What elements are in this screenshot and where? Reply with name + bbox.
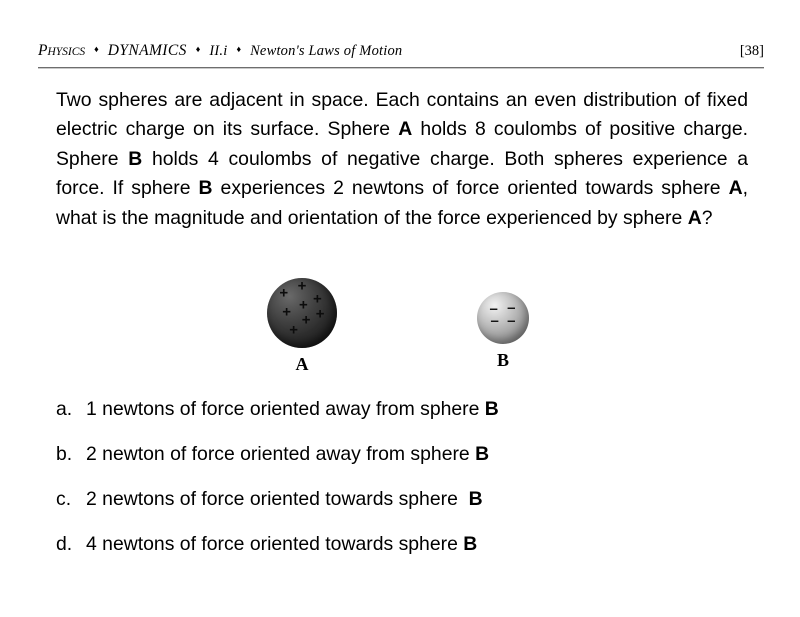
negative-charge-icon: – (490, 312, 499, 330)
figure-label-b: B (496, 350, 509, 370)
question-text-segment: Two spheres are adjacent in space. Each contains an even distribution of fixed electric charge on its surface. Sphere (56, 89, 748, 141)
answer-choice-letter: d. (56, 533, 73, 555)
sphere-a-reference: A (398, 118, 413, 141)
header-subject-first-letter: P (38, 42, 48, 59)
header-rule-divider (38, 67, 764, 69)
answer-choice-letter: b. (56, 443, 73, 465)
answer-choice-body: 1 newtons of force oriented away from sphere (86, 398, 485, 420)
header-section-number: II.i (209, 43, 228, 59)
page-number: [38] (739, 43, 764, 59)
positive-charge-icon: + (315, 305, 325, 323)
sphere-b-reference: B (198, 177, 213, 200)
sphere-b-reference: B (475, 443, 490, 465)
positive-charge-icon: + (279, 284, 289, 302)
sphere-b-reference: B (463, 533, 478, 555)
question-text-segment: ? (701, 206, 713, 229)
sphere-b-reference: B (484, 398, 499, 420)
sphere-a-body (267, 278, 337, 348)
answer-choice-text (86, 486, 483, 512)
positive-charge-icon: + (313, 290, 322, 308)
negative-charge-icon: – (507, 312, 516, 330)
header-subject (38, 42, 85, 60)
question-text-segment: experiences 2 newtons of force oriented towards sphere (212, 177, 729, 200)
question-text-segment: , what is the magnitude and orientation of the force experienced by sphere (56, 177, 748, 229)
positive-charge-icon: + (282, 303, 291, 321)
negative-charge-icon: – (489, 300, 498, 318)
sphere-a-reference: A (687, 206, 702, 229)
negative-charge-icon: – (507, 299, 516, 317)
sphere-b-body (477, 292, 529, 344)
header-separator-diamond-icon: ♦ (236, 44, 242, 54)
positive-charge-icon: + (301, 311, 311, 329)
sphere-b-reference: B (468, 488, 483, 510)
header-subject-rest: HYSICS (47, 46, 86, 58)
positive-charge-icon: + (289, 321, 298, 339)
figure-group (0, 278, 800, 378)
answer-choice-text (86, 396, 499, 422)
question-paragraph (56, 86, 748, 233)
figure-label-a: A (295, 354, 309, 374)
running-header (38, 42, 764, 68)
header-title: Newton's Laws of Motion (250, 43, 403, 59)
question-text-segment: holds 4 coulombs of negative charge. Both spheres experience a force. If sphere (56, 147, 748, 200)
answer-choice[interactable] (56, 531, 716, 576)
answer-choice-body: 2 newtons of force oriented towards sphere (86, 488, 469, 510)
figure-sphere-b (473, 292, 533, 371)
figure-sphere-a (263, 278, 341, 375)
answer-choice[interactable] (56, 396, 716, 441)
answer-choice[interactable] (56, 441, 716, 486)
sphere-b-reference: B (128, 147, 143, 170)
header-separator-diamond-icon: ♦ (195, 44, 201, 54)
answer-choice-body: 2 newton of force oriented away from sphere (86, 443, 476, 465)
positive-charge-icon: + (299, 296, 308, 314)
answer-choice-body: 4 newtons of force oriented towards sphere (86, 533, 464, 555)
positive-charge-icon: + (297, 277, 307, 295)
sphere-a-reference: A (728, 177, 743, 200)
question-text-segment: holds 8 coulombs of positive charge. Sphere (56, 118, 748, 170)
answer-choices-list (56, 396, 716, 576)
answer-choice-letter: c. (56, 488, 72, 510)
answer-choice[interactable] (56, 486, 716, 531)
answer-choice-letter: a. (56, 398, 73, 420)
answer-choice-text (86, 531, 477, 557)
header-topic: DYNAMICS (107, 42, 187, 59)
answer-choice-text (86, 441, 489, 467)
header-separator-diamond-icon: ♦ (94, 44, 99, 54)
